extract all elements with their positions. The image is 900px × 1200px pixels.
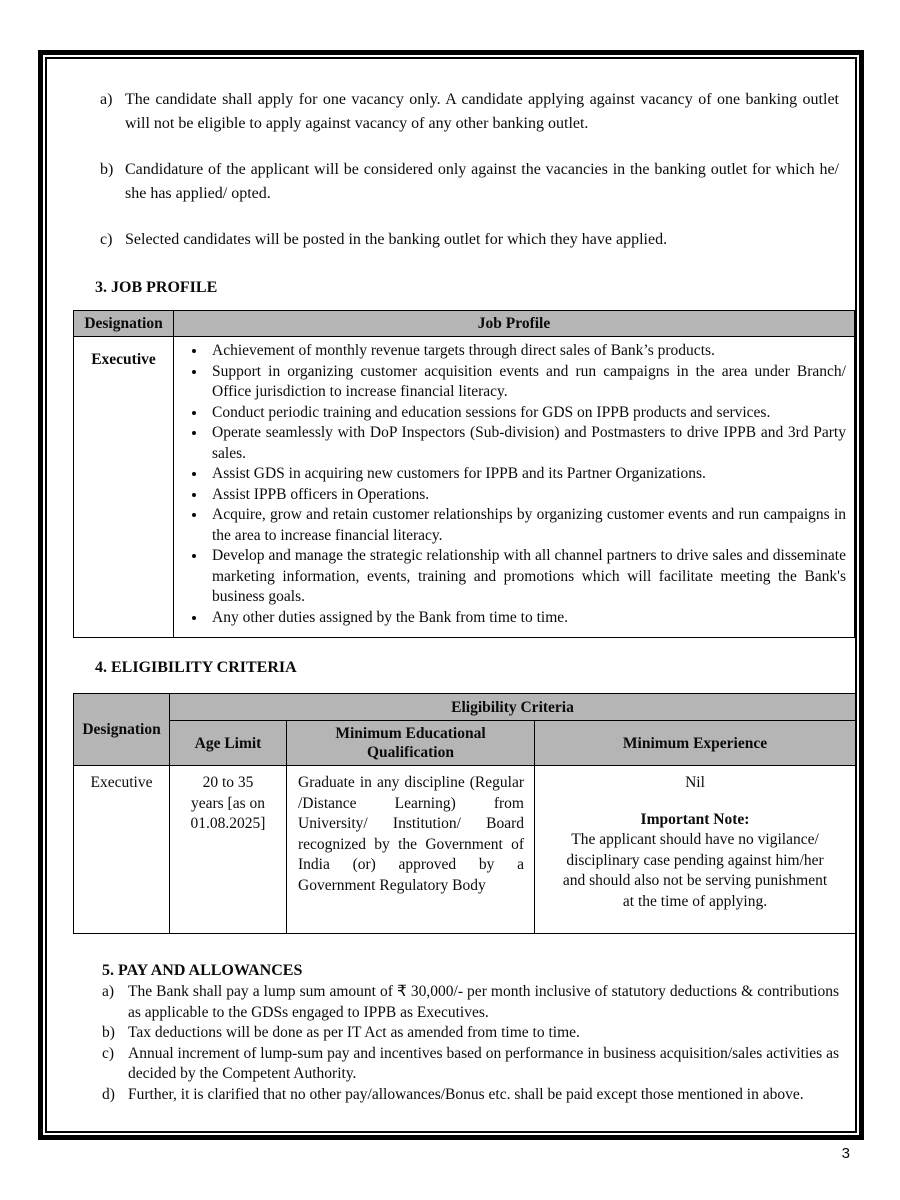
important-note-line: at the time of applying.	[622, 892, 768, 910]
section-heading-eligibility: 4. ELIGIBILITY CRITERIA	[95, 659, 297, 676]
list-item-text: Selected candidates will be posted in the banking outlet for which they have applied.	[125, 231, 668, 248]
job-profile-bullet: • Support in organizing customer acquisition events and run campaigns in the area under Branch/ Office jurisdiction to increase financial literacy.	[207, 362, 846, 403]
section-heading-pay: 5. PAY AND ALLOWANCES	[102, 962, 303, 979]
eligibility-designation: Executive	[74, 766, 170, 934]
list-item-text: Candidature of the applicant will be considered only against the vacancies in the banking outlet for which he/ she has applied/ opted.	[125, 161, 839, 202]
list-item-marker: b)	[102, 1024, 115, 1041]
list-item-text: Further, it is clarified that no other pay/allowances/Bonus etc. shall be paid except those mentioned in above.	[128, 1085, 804, 1103]
list-item	[102, 1044, 839, 1085]
job-profile-duties	[174, 337, 855, 638]
job-profile-bullet: • Conduct periodic training and education sessions for GDS on IPPB products and services.	[207, 403, 846, 424]
intro-list	[100, 88, 839, 252]
list-item-marker: d)	[102, 1085, 115, 1103]
list-item-marker: b)	[100, 161, 114, 178]
job-profile-bullet: • Any other duties assigned by the Bank from time to time.	[207, 608, 846, 629]
list-item-marker: a)	[102, 983, 115, 1000]
important-note-line: disciplinary case pending against him/her	[566, 851, 824, 869]
age-limit-line: 01.08.2025]	[190, 815, 266, 832]
experience-value: Nil	[685, 774, 705, 791]
eligibility-body-row	[74, 766, 856, 934]
eligibility-col-age-limit: Age Limit	[170, 721, 287, 766]
job-profile-bullet: • Operate seamlessly with DoP Inspectors (Sub-division) and Postmasters to drive IPPB and 3rd Party sales.	[207, 423, 846, 464]
list-item	[100, 158, 839, 206]
job-profile-header-row	[74, 311, 855, 337]
section-heading-job-profile: 3. JOB PROFILE	[95, 279, 218, 296]
eligibility-table	[73, 693, 856, 934]
eligibility-col-designation: Designation	[74, 694, 170, 766]
job-profile-bullet: • Achievement of monthly revenue targets through direct sales of Bank’s products.	[207, 341, 846, 362]
list-item-marker: a)	[100, 91, 113, 108]
age-limit-line: 20 to 35	[202, 774, 254, 791]
list-item-marker: c)	[102, 1044, 115, 1062]
job-profile-bullet-list	[186, 341, 846, 628]
document-page-content	[45, 57, 857, 1133]
list-item	[100, 88, 839, 136]
job-profile-bullet: • Develop and manage the strategic relationship with all channel partners to drive sales and disseminate marketing information, events, training and promotions which will facilitate meeting the Bank's business goals.	[207, 546, 846, 608]
job-profile-bullet: • Assist GDS in acquiring new customers for IPPB and its Partner Organizations.	[207, 464, 846, 485]
page-number: 3	[841, 1145, 850, 1162]
list-item-text: Tax deductions will be done as per IT Act as amended from time to time.	[128, 1024, 580, 1041]
list-item-text: Annual increment of lump-sum pay and incentives based on performance in business acquisition/sales activities as decided by the Competent Authority.	[128, 1044, 839, 1082]
important-note-title: Important Note:	[640, 810, 750, 828]
age-limit-line: years [as on	[190, 794, 266, 812]
list-item	[102, 1085, 839, 1106]
job-profile-designation: Executive	[74, 337, 174, 638]
list-item	[102, 1023, 839, 1044]
eligibility-experience	[535, 766, 856, 934]
list-item	[100, 228, 839, 252]
pay-list	[102, 982, 839, 1105]
list-item-text: The candidate shall apply for one vacancy only. A candidate applying against vacancy of one banking outlet will not be eligible to apply against vacancy of any other banking outlet.	[125, 91, 839, 132]
list-item-text: The Bank shall pay a lump sum amount of ₹ 30,000/- per month inclusive of statutory deductions & contributions as applicable to the GDSs engaged to IPPB as Executives.	[128, 983, 839, 1021]
important-note-line: The applicant should have no vigilance/	[571, 831, 819, 848]
eligibility-group-header-row	[74, 694, 856, 721]
eligibility-col-qualification: Minimum Educational Qualification	[287, 721, 535, 766]
job-profile-body-row	[74, 337, 855, 638]
job-profile-bullet: • Acquire, grow and retain customer relationships by organizing customer events and run campaigns in the area to increase financial literacy.	[207, 505, 846, 546]
list-item-marker: c)	[100, 231, 113, 248]
eligibility-qualification: Graduate in any discipline (Regular /Distance Learning) from University/ Institution/ Board recognized by the Government of India (or) approved by a Government Regulatory Body	[287, 766, 535, 934]
eligibility-subheader-row	[74, 721, 856, 766]
job-profile-bullet: • Assist IPPB officers in Operations.	[207, 485, 846, 506]
list-item	[102, 982, 839, 1023]
job-profile-table	[73, 310, 855, 638]
job-profile-col-designation: Designation	[74, 311, 174, 337]
eligibility-col-experience: Minimum Experience	[535, 721, 856, 766]
eligibility-group-header: Eligibility Criteria	[170, 694, 856, 721]
important-note-line: and should also not be serving punishment	[562, 872, 828, 889]
eligibility-age-limit	[170, 766, 287, 934]
job-profile-col-profile: Job Profile	[174, 311, 855, 337]
document-page-frame	[38, 50, 864, 1140]
